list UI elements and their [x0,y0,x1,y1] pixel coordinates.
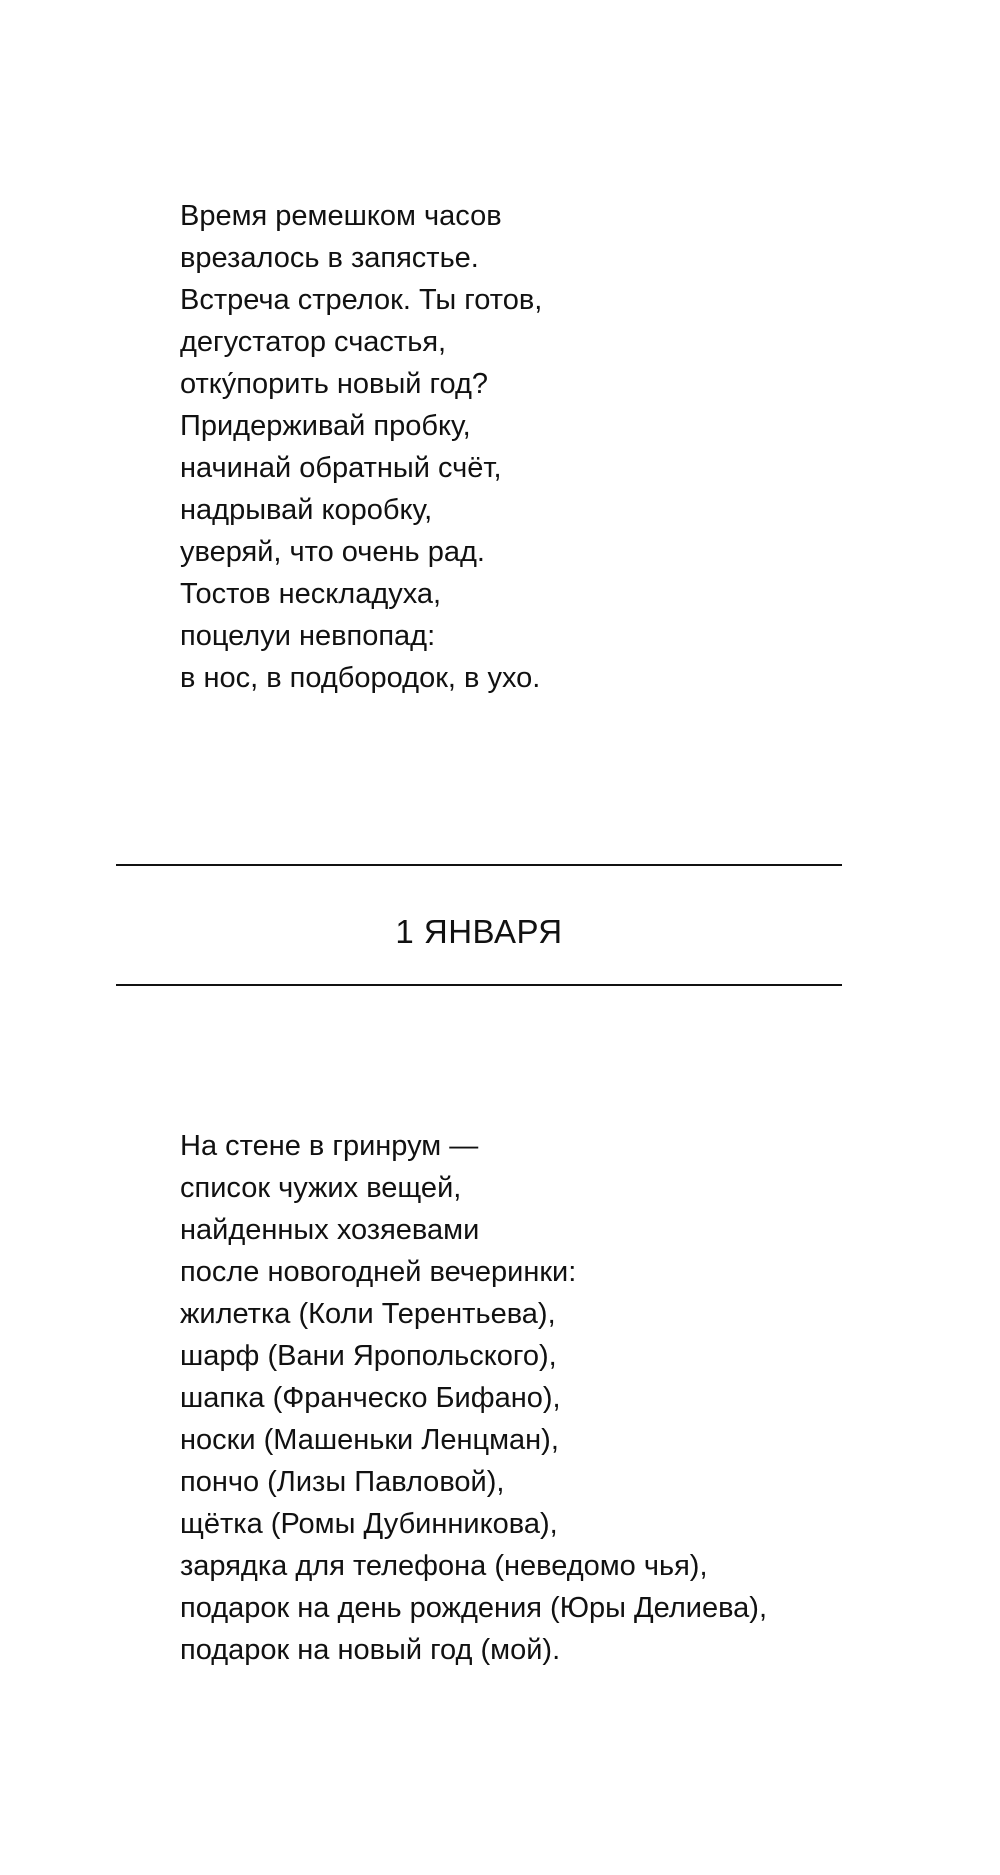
poem-line: шапка (Франческо Бифано), [180,1382,561,1414]
poem-line: жилетка (Коли Терентьева), [180,1298,556,1330]
poem-line: начинай обратный счёт, [180,452,502,484]
poem-line: надрывай коробку, [180,494,433,526]
poem-line: Встреча стрелок. Ты готов, [180,284,543,316]
section-divider-bottom [116,984,842,986]
poem-line: после новогодней вечеринки: [180,1256,577,1288]
poem-line: зарядка для телефона (неведомо чья), [180,1550,708,1582]
poem-line: пончо (Лизы Павловой), [180,1466,505,1498]
poem-line: врезалось в запястье. [180,242,479,274]
poem-lost-items-list [180,1125,767,1671]
poem-line: поцелуи невпопад: [180,620,436,652]
poem-line: в нос, в подбородок, в ухо. [180,662,541,694]
poem-line: уверяй, что очень рад. [180,536,485,568]
poem-line: Время ремешком часов [180,200,502,232]
poem-line: список чужих вещей, [180,1172,462,1204]
poem-line: На стене в гринрум — [180,1130,479,1162]
poem-line: дегустатор счастья, [180,326,447,358]
poem-line: щётка (Ромы Дубинникова), [180,1508,558,1540]
section-divider-top [116,864,842,866]
poem-line: шарф (Вани Яропольского), [180,1340,557,1372]
poem-line: найденных хозяевами [180,1214,480,1246]
poem-line: отку́порить новый год? [180,368,489,400]
poem-line: Придерживай пробку, [180,410,471,442]
poem-line: подарок на новый год (мой). [180,1634,561,1666]
section-title: 1 ЯНВАРЯ [395,913,563,950]
poem-line: носки (Машеньки Ленцман), [180,1424,559,1456]
poem-line: Тостов нескладуха, [180,578,442,610]
poem-line: подарок на день рождения (Юры Делиева), [180,1592,767,1624]
poem-new-year-eve [180,195,542,699]
